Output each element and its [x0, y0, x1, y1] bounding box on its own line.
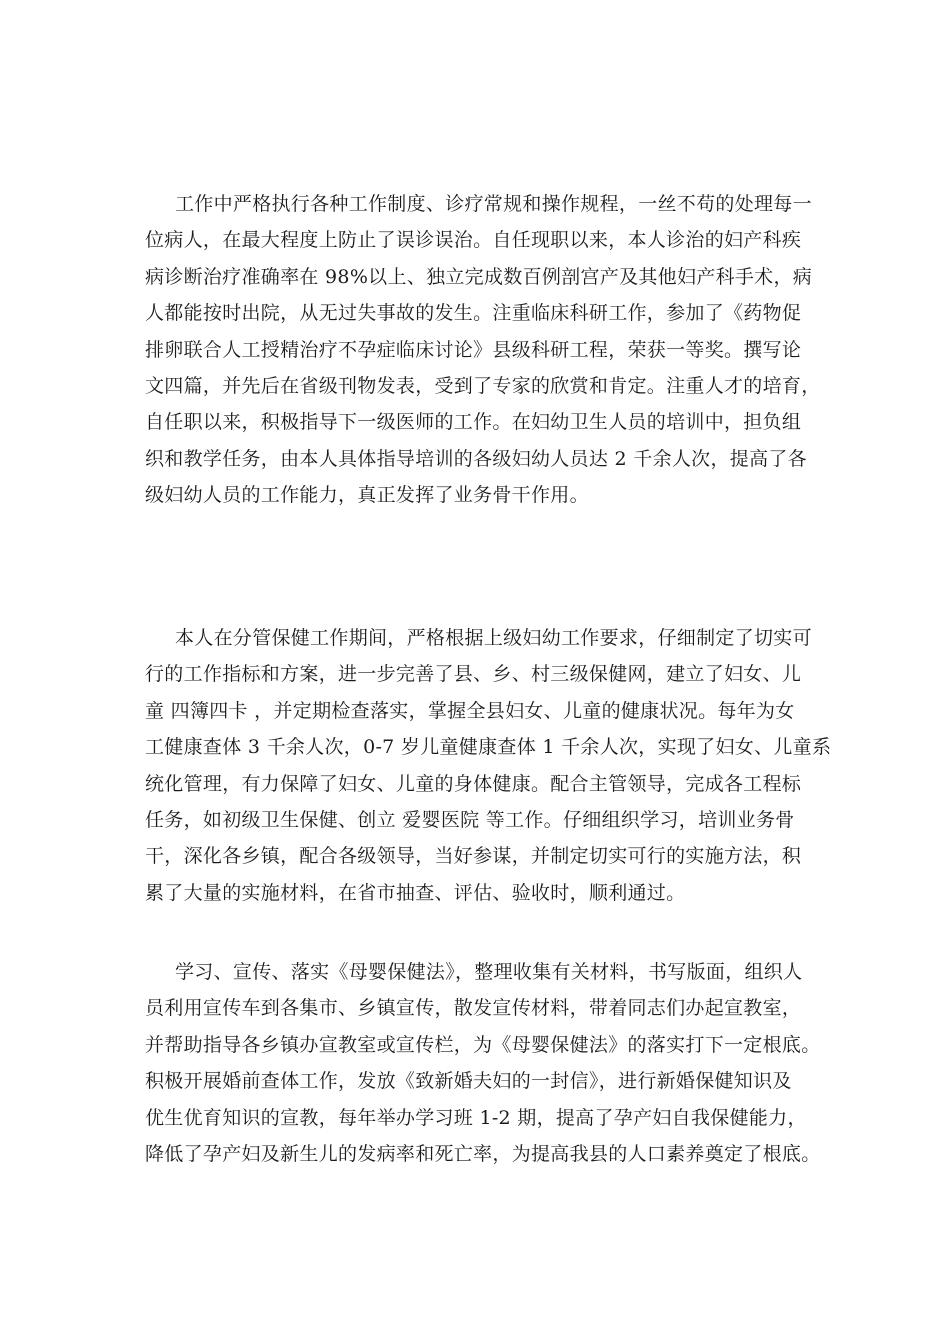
text-line: 童 四簿四卡 ，并定期检查落实，掌握全县妇女、儿童的健康状况。每年为女 [145, 699, 795, 722]
text-line: 学习、宣传、落实《母婴保健法》，整理收集有关材料，书写版面，组织人 [175, 961, 803, 983]
text-line: 员利用宣传车到各集市、乡镇宣传，散发宣传材料，带着同志们办起宣教室， [145, 997, 802, 1020]
text-line: 统化管理，有力保障了妇女、儿童的身体健康。配合主管领导，完成各工程标 [145, 772, 802, 795]
text-line: 累了大量的实施材料，在省市抽查、评估、验收时，顺利通过。 [145, 881, 686, 904]
text-line: 任务，如初级卫生保健、创立 爱婴医院 等工作。仔细组织学习，培训业务骨 [145, 809, 795, 832]
text-line: 织和教学任务，由本人具体指导培训的各级妇幼人员达 2 千余人次，提高了各 [145, 447, 807, 470]
text-line: 降低了孕产妇及新生儿的发病率和死亡率，为提高我县的人口素养奠定了根底。 [145, 1143, 821, 1166]
text-line: 自任职以来，积极指导下一级医师的工作。在妇幼卫生人员的培训中，担负组 [145, 411, 802, 434]
text-line: 文四篇，并先后在省级刊物发表，受到了专家的欣赏和肯定。注重人才的培育， [145, 375, 821, 398]
text-line: 并帮助指导各乡镇办宣教室或宣传栏，为《母婴保健法》的落实打下一定根底。 [145, 1033, 821, 1056]
text-line: 干，深化各乡镇，配合各级领导，当好参谋，并制定切实可行的实施方法，积 [145, 845, 802, 868]
text-line: 人都能按时出院，从无过失事故的发生。注重临床科研工作，参加了《药物促 [145, 302, 802, 325]
paragraph-clinical-work [145, 186, 821, 514]
text-line: 行的工作指标和方案，进一步完善了县、乡、村三级保健网，建立了妇女、儿 [145, 663, 802, 686]
text-line: 本人在分管保健工作期间，严格根据上级妇幼工作要求，仔细制定了切实可 [175, 627, 812, 649]
text-line: 位病人，在最大程度上防止了误诊误治。自任现职以来，本人诊治的妇产科疾 [145, 229, 802, 252]
text-line: 优生优育知识的宣教，每年举办学习班 1-2 期，提高了孕产妇自我保健能力， [145, 1106, 807, 1129]
text-line: 工健康查体 3 千余人次，0-7 岁儿童健康查体 1 千余人次，实现了妇女、儿童系 [145, 736, 832, 759]
text-line: 病诊断治疗准确率在 98%以上、独立完成数百例剖宫产及其他妇产科手术，病 [145, 265, 813, 288]
paragraph-maternal-law-promotion [145, 954, 821, 1172]
text-line: 积极开展婚前查体工作，发放《致新婚夫妇的一封信》，进行新婚保健知识及 [145, 1070, 792, 1093]
text-line: 排卵联合人工授精治疗不孕症临床讨论》县级科研工程，荣获一等奖。撰写论 [145, 338, 802, 361]
text-line: 级妇幼人员的工作能力，真正发挥了业务骨干作用。 [145, 484, 589, 507]
text-line: 工作中严格执行各种工作制度、诊疗常规和操作规程，一丝不苟的处理每一 [175, 193, 812, 215]
paragraph-healthcare-management [145, 620, 832, 911]
